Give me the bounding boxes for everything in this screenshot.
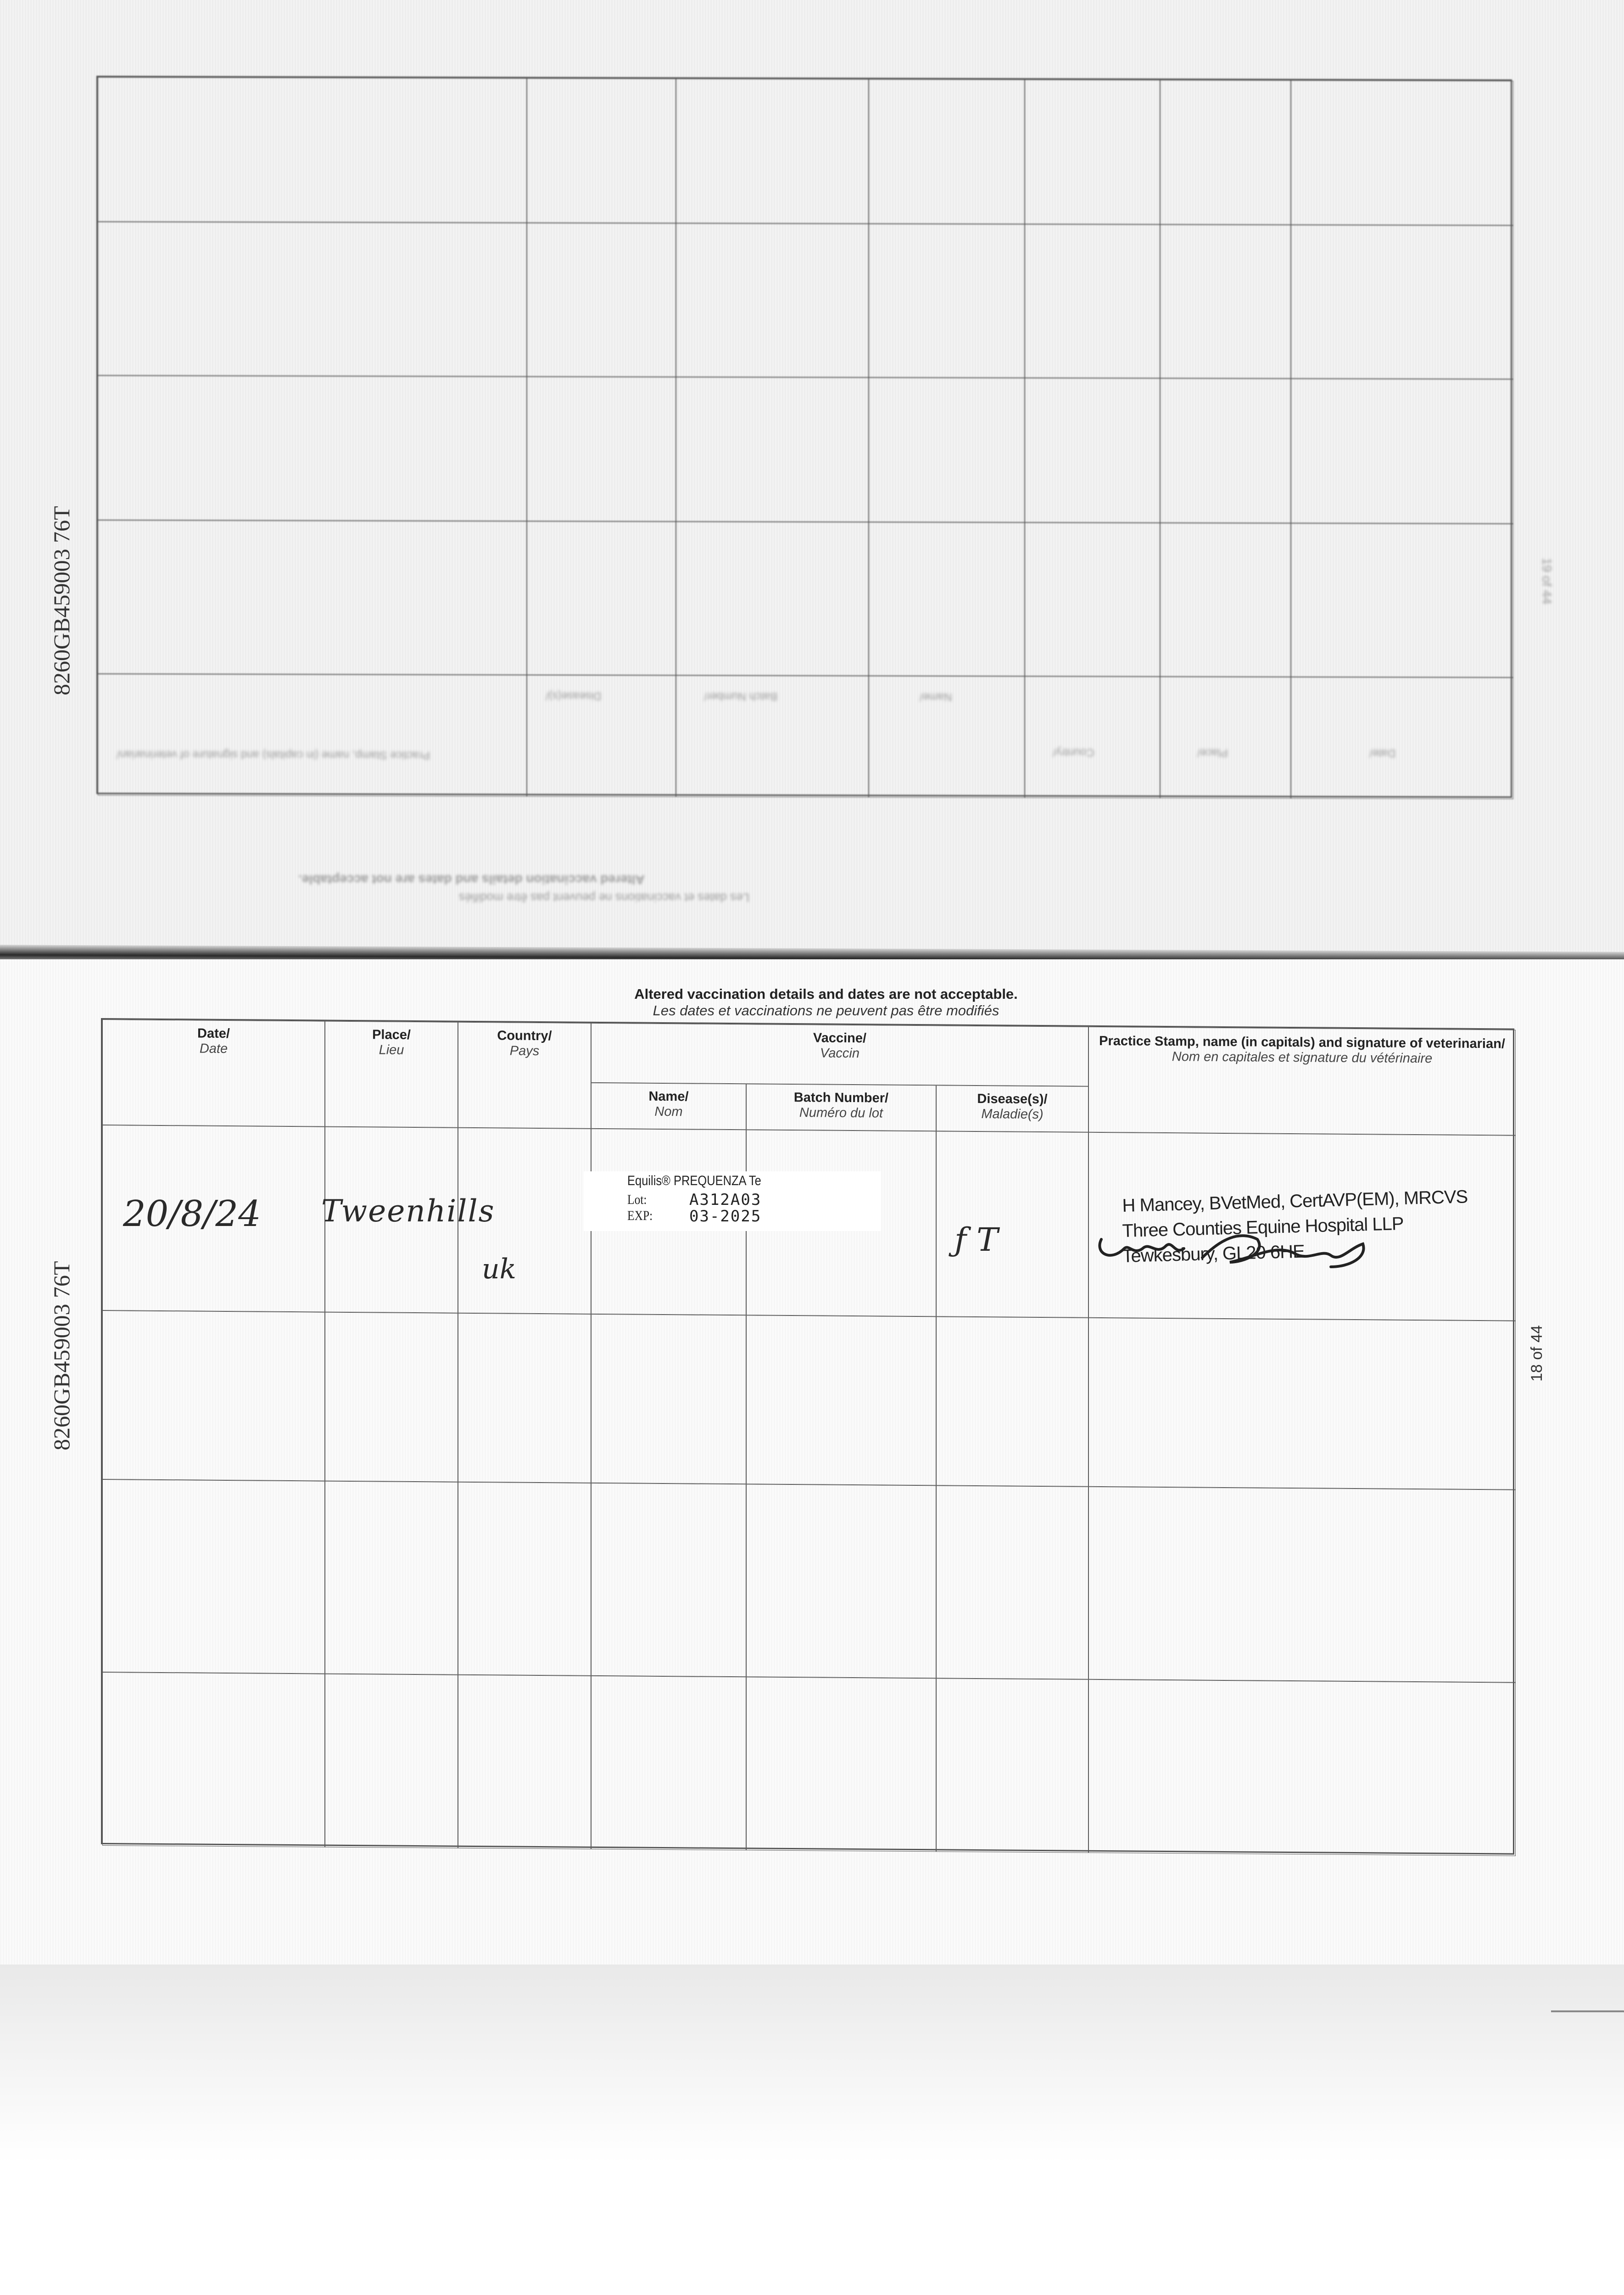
top-cell	[527, 78, 676, 223]
table-cell	[102, 1672, 325, 1847]
veterinarian-signature	[1092, 1212, 1386, 1304]
top-cell	[1160, 80, 1291, 225]
table-cell	[591, 1676, 746, 1850]
top-header-country: Country/	[1025, 676, 1160, 798]
serial-number-top: 8260GB459003 76T	[49, 506, 74, 695]
table-cell	[458, 1675, 591, 1849]
top-cell	[98, 77, 527, 223]
table-cell	[325, 1674, 458, 1848]
top-header-name: Name/	[869, 676, 1025, 798]
top-cell	[527, 521, 676, 675]
table-cell	[746, 1315, 936, 1485]
top-notice-en: Altered vaccination details and dates are not acceptable.	[298, 873, 645, 887]
top-cell	[1025, 79, 1160, 224]
practice-stamp-line3: Tewkesbury, GL20 6HE	[1122, 1241, 1305, 1266]
table-cell	[746, 1677, 936, 1852]
table-cell	[1088, 1679, 1516, 1856]
top-cell	[1291, 80, 1513, 225]
table-cell	[591, 1483, 746, 1677]
sticker-exp-value: 03-2025	[689, 1207, 762, 1226]
handwritten-date: 20/8/24	[123, 1193, 261, 1235]
sticker-exp-label: EXP:	[627, 1208, 653, 1223]
top-page-number: 19 of 44	[1540, 558, 1554, 605]
top-cell	[676, 521, 869, 676]
page-corner-curve	[1551, 2010, 1624, 2031]
top-vaccination-table	[96, 76, 1512, 798]
top-cell	[1291, 379, 1513, 524]
top-cell	[676, 223, 869, 377]
top-header-batch: Batch Number/	[676, 675, 869, 797]
header-date: Date/ Date	[102, 1019, 325, 1127]
practice-stamp-line1: H Mancey, BVetMed, CertAVP(EM), MRCVS	[1122, 1187, 1468, 1216]
page-number: 18 of 44	[1528, 1325, 1546, 1382]
table-cell	[1088, 1318, 1516, 1490]
table-cell	[102, 1479, 325, 1674]
top-cell	[527, 376, 676, 521]
sticker-brand: Equilis® PREQUENZA Te	[627, 1173, 761, 1188]
table-cell	[936, 1316, 1088, 1486]
practice-stamp-line2: Three Counties Equine Hospital LLP	[1122, 1213, 1404, 1241]
table-cell	[325, 1312, 458, 1482]
handwritten-country: uk	[482, 1253, 516, 1285]
top-page	[0, 0, 1624, 955]
top-cell	[98, 222, 527, 376]
vaccination-record-table	[101, 1018, 1514, 1855]
table-cell	[102, 1310, 325, 1481]
table-cell	[325, 1481, 458, 1675]
notice-french: Les dates et vaccinations ne peuvent pas être modifiés	[653, 1002, 999, 1019]
header-disease: Disease(s)/ Maladie(s)	[936, 1085, 1088, 1132]
table-cell	[1088, 1487, 1516, 1683]
top-cell	[676, 78, 869, 224]
table-cell	[746, 1484, 936, 1678]
top-cell	[527, 223, 676, 377]
table-cell	[458, 1313, 591, 1483]
table-cell	[458, 1482, 591, 1676]
top-cell	[869, 79, 1025, 224]
serial-number-bottom: 8260GB459003 76T	[49, 1261, 74, 1450]
top-cell	[869, 522, 1025, 676]
sticker-lot-value: A312A03	[689, 1191, 762, 1209]
header-vaccine: Vaccine/ Vaccin	[591, 1023, 1088, 1086]
top-cell	[1160, 224, 1291, 379]
table-cell	[591, 1314, 746, 1484]
handwritten-place: Tweenhills	[321, 1193, 495, 1229]
altered-details-notice	[528, 986, 1124, 1019]
notice-english: Altered vaccination details and dates are not acceptable.	[634, 986, 1018, 1002]
header-vaccine-name: Name/ Nom	[591, 1083, 746, 1130]
vaccine-batch-sticker	[584, 1171, 881, 1231]
top-cell	[1025, 378, 1160, 523]
top-header-disease: Disease(s)/	[527, 675, 676, 797]
top-cell	[1291, 225, 1513, 379]
top-cell	[869, 377, 1025, 522]
top-cell	[1160, 378, 1291, 523]
table-cell	[936, 1678, 1088, 1853]
top-cell	[98, 520, 527, 675]
header-practice-stamp: Practice Stamp, name (in capitals) and signature of veterinarian/ Nom en capitales et signature du vétérinaire	[1088, 1027, 1516, 1136]
top-cell	[1160, 523, 1291, 677]
top-cell	[1291, 523, 1513, 677]
top-header-place: Place/	[1160, 677, 1291, 799]
table-cell	[936, 1485, 1088, 1679]
header-country: Country/ Pays	[458, 1022, 591, 1129]
header-batch-number: Batch Number/ Numéro du lot	[746, 1084, 936, 1131]
top-cell	[869, 224, 1025, 378]
top-cell	[676, 377, 869, 522]
top-cell	[1025, 522, 1160, 677]
handwritten-disease: ƒ T	[954, 1221, 998, 1259]
scanner-background	[0, 1965, 1624, 2295]
top-cell	[1025, 224, 1160, 378]
top-cell	[98, 375, 527, 521]
top-notice-fr: Les dates et vaccinations ne peuvent pas être modifiés	[459, 891, 750, 905]
top-header-stamp: Practice Stamp, name (in capitals) and signature of veterinarian/	[98, 674, 527, 796]
sticker-lot-label: Lot:	[627, 1192, 647, 1207]
top-header-date: Date/	[1291, 677, 1513, 799]
header-place: Place/ Lieu	[325, 1021, 458, 1128]
